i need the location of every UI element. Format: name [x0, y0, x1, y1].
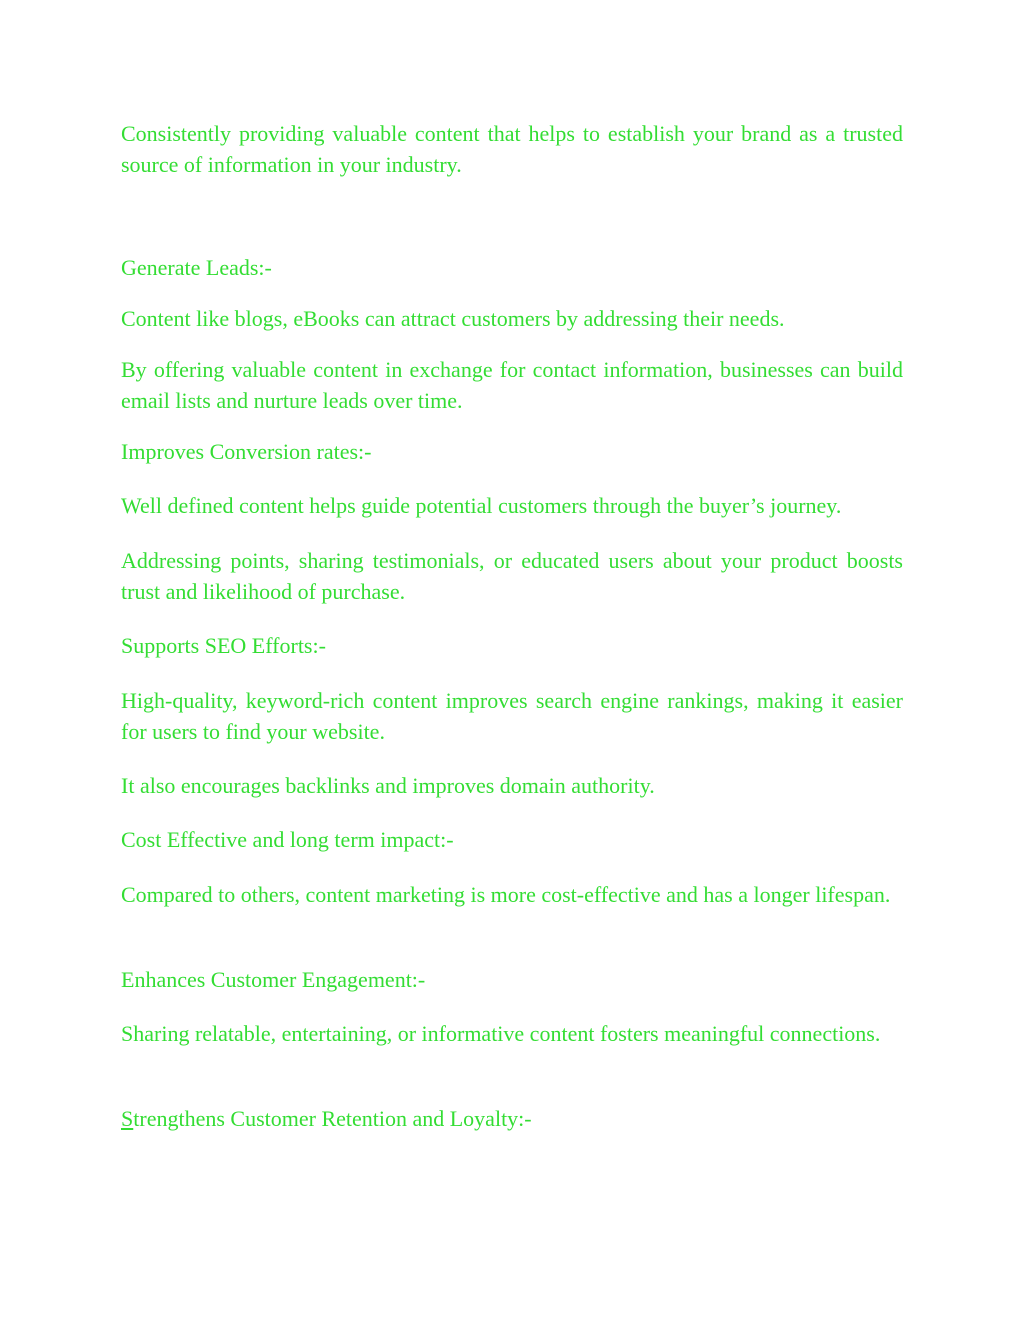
- paragraph-seo-rankings: High-quality, keyword-rich content improves search engine rankings, making it easier for users to find your website.: [121, 688, 903, 744]
- paragraph-leads-content: Content like blogs, eBooks can attract customers by addressing their needs.: [121, 306, 785, 331]
- heading-generate-leads: Generate Leads:-: [121, 255, 272, 280]
- heading-retention-rest: trengthens Customer Retention and Loyalty:-: [133, 1106, 532, 1131]
- heading-customer-engagement: Enhances Customer Engagement:-: [121, 967, 426, 992]
- heading-conversion-rates: Improves Conversion rates:-: [121, 439, 372, 464]
- paragraph-cost-lifespan: Compared to others, content marketing is more cost-effective and has a longer lifespan.: [121, 882, 891, 907]
- intro-paragraph: Consistently providing valuable content that helps to establish your brand as a trusted source of information in your industry.: [121, 121, 903, 177]
- paragraph-conversion-trust: Addressing points, sharing testimonials, or educated users about your product boosts trust and likelihood of purchase.: [121, 548, 903, 604]
- heading-seo-efforts: Supports SEO Efforts:-: [121, 633, 326, 658]
- paragraph-seo-backlinks: It also encourages backlinks and improves domain authority.: [121, 773, 655, 798]
- heading-customer-retention: [121, 1103, 903, 1134]
- heading-retention-first-letter: S: [121, 1106, 134, 1131]
- paragraph-engagement-connections: Sharing relatable, entertaining, or informative content fosters meaningful connections.: [121, 1021, 881, 1046]
- heading-cost-effective: Cost Effective and long term impact:-: [121, 827, 454, 852]
- paragraph-conversion-journey: Well defined content helps guide potential customers through the buyer’s journey.: [121, 493, 842, 518]
- paragraph-leads-contact: By offering valuable content in exchange for contact information, businesses can build email lists and nurture leads over time.: [121, 357, 903, 413]
